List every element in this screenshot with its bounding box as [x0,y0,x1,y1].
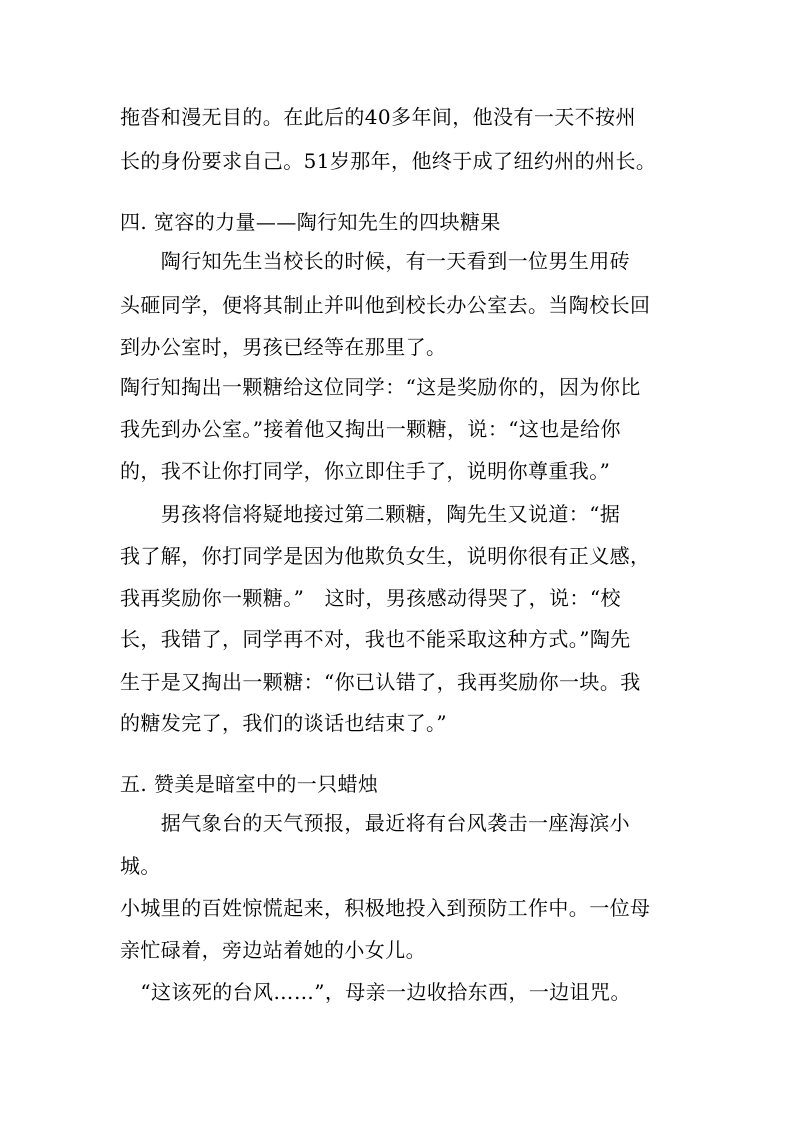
paragraph-line: 长的身份要求自己。51岁那年，他终于成了纽约州的州长。 [120,149,657,173]
section-heading-five: 五. 赞美是暗室中的一只蜡烛 [120,772,379,796]
section-heading-four: 四. 宽容的力量——陶行知先生的四块糖果 [120,210,501,234]
paragraph-line: 小城里的百姓惊慌起来，积极地投入到预防工作中。一位母 [120,896,651,920]
paragraph-line: 我了解，你打同学是因为他欺负女生，说明你很有正义感， [120,544,651,568]
paragraph-line: 头砸同学，便将其制止并叫他到校长办公室去。当陶校长回 [120,293,651,317]
paragraph-line: 陶行知先生当校长的时候，有一天看到一位男生用砖 [120,249,630,273]
paragraph-line: 的糖发完了，我们的谈话也结束了。” [120,711,448,735]
paragraph-line: 城。 [120,854,161,878]
paragraph-line: 男孩将信将疑地接过第二颗糖，陶先生又说道：“据 [120,502,621,526]
paragraph-line: 亲忙碌着，旁边站着她的小女儿。 [120,938,426,962]
paragraph-line: 拖沓和漫无目的。在此后的40多年间，他没有一天不按州 [120,105,636,129]
paragraph-line: 的，我不让你打同学，你立即住手了，说明你尊重我。” [120,459,611,483]
paragraph-line: 陶行知掏出一颗糖给这位同学：“这是奖励你的，因为你比 [120,375,641,399]
paragraph-line: 我再奖励你一颗糖。” 这时，男孩感动得哭了，说：“校 [120,586,621,610]
paragraph-line: “这该死的台风……”，母亲一边收拾东西，一边诅咒。 [120,980,631,1004]
paragraph-line: 到办公室时，男孩已经等在那里了。 [120,335,447,359]
paragraph-line: 长，我错了，同学再不对，我也不能采取这种方式。”陶先 [120,627,631,651]
paragraph-line: 据气象台的天气预报，最近将有台风袭击一座海滨小 [120,811,630,835]
paragraph-line: 生于是又掏出一颗糖：“你已认错了，我再奖励你一块。我 [120,670,641,694]
paragraph-line: 我先到办公室。”接着他又掏出一颗糖，说：“这也是给你 [120,417,621,441]
